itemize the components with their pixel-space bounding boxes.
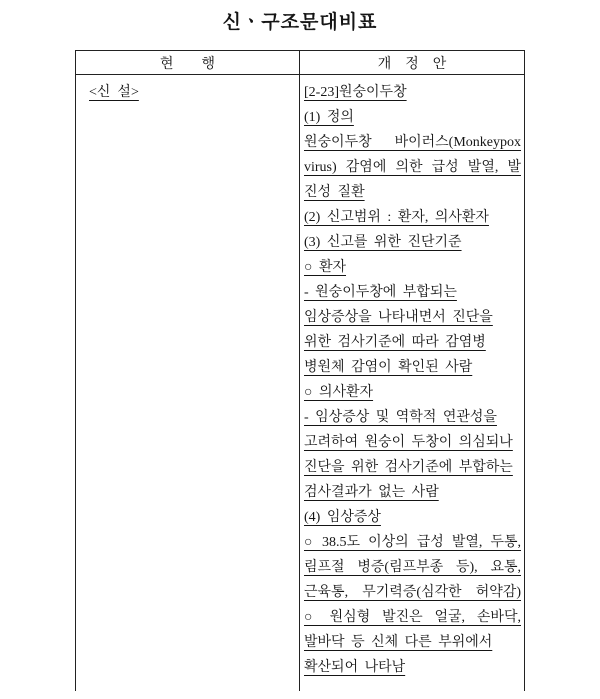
amendment-text-line: 근육통, 무기력증(심각한 허약감) xyxy=(304,585,521,600)
amendment-text-line: ○ 원심형 발진은 얼굴, 손바닥, xyxy=(304,610,521,625)
amendment-text-line: 병원체 감염이 확인된 사람 xyxy=(304,360,473,375)
amendment-text-line: (3) 신고를 위한 진단기준 xyxy=(304,235,462,250)
amendment-text-line: (2) 신고범위 : 환자, 의사환자 xyxy=(304,210,489,225)
amendment-text-line: ○ 환자 xyxy=(304,260,347,275)
amendment-text-line: (4) 임상증상 xyxy=(304,510,381,525)
amendment-text-line: - 임상증상 및 역학적 연관성을 xyxy=(304,410,497,425)
amendment-text-line: 검사결과가 없는 사람 xyxy=(304,485,439,500)
comparison-table xyxy=(75,50,525,691)
amendment-text-line: 위한 검사기준에 따라 감염병 xyxy=(304,335,486,350)
amendment-text-line: ○ 의사환자 xyxy=(304,385,374,400)
header-cell-amendment: 개 정 안 xyxy=(377,56,447,72)
amendment-text-line: 확산되어 나타남 xyxy=(304,660,406,675)
amendment-text-line: 림프절 병증(림프부종 등), 요통, xyxy=(304,560,521,575)
amendment-provision-cell xyxy=(300,75,524,691)
document-title: 신ㆍ구조문대비표 xyxy=(222,12,378,33)
amendment-text-line: virus) 감염에 의한 급성 발열, 발 xyxy=(304,160,521,175)
amendment-text-line: 임상증상을 나타내면서 진단을 xyxy=(304,310,493,325)
amendment-text-line: 발바닥 등 신체 다른 부위에서 xyxy=(304,635,493,650)
amendment-text-line: ○ 38.5도 이상의 급성 발열, 두통, xyxy=(304,535,521,550)
table-body-row xyxy=(76,75,524,691)
amendment-text-line: [2-23]원숭이두창 xyxy=(304,85,407,100)
header-cell-current: 현 행 xyxy=(76,51,300,74)
amendment-text-line: 원숭이두창 바이러스(Monkeypox xyxy=(304,135,521,150)
amendment-text-line: 진성 질환 xyxy=(304,185,365,200)
amendment-text-line: (1) 정의 xyxy=(304,110,354,125)
amendment-text-line: - 원숭이두창에 부합되는 xyxy=(304,285,457,300)
amendment-text-line: 고려하여 원숭이 두창이 의심되나 xyxy=(304,435,513,450)
amendment-text-line: 진단을 위한 검사기준에 부합하는 xyxy=(304,460,513,475)
new-provision-label: <신 설> xyxy=(89,85,139,100)
table-header-row xyxy=(76,51,524,75)
current-provision-cell xyxy=(76,75,300,691)
